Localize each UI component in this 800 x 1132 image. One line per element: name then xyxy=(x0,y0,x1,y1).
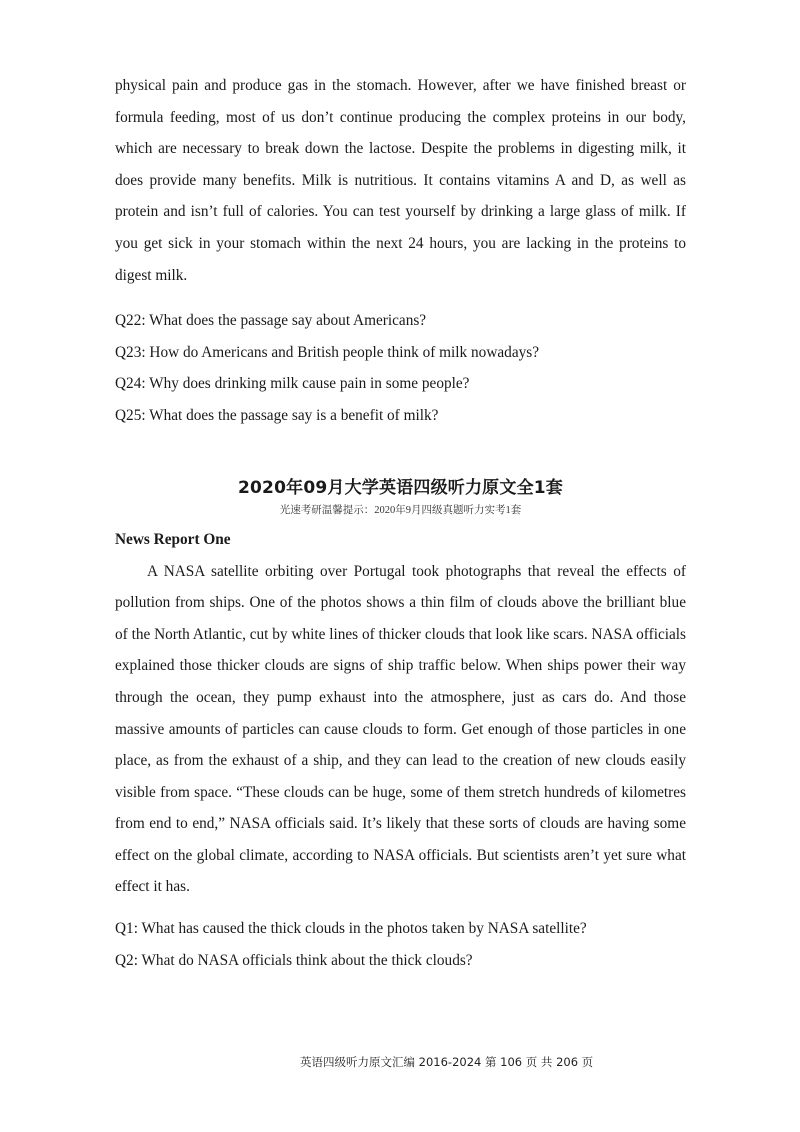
question-list-part2 xyxy=(115,913,686,976)
section-tip: 光速考研温馨提示：2020年9月四级真题听力实考1套 xyxy=(279,504,522,516)
question-q24: Q24: Why does drinking milk cause pain in some people? xyxy=(115,375,470,393)
question-q22: Q22: What does the passage say about Americans? xyxy=(115,312,427,330)
news-report-title: News Report One xyxy=(115,530,231,548)
document-page xyxy=(115,70,686,976)
question-q2: Q2: What do NASA officials think about the thick clouds? xyxy=(115,951,473,969)
question-q1: Q1: What has caused the thick clouds in the photos taken by NASA satellite? xyxy=(115,920,587,938)
question-list-part1 xyxy=(115,305,686,431)
question-q23: Q23: How do Americans and British people think of milk nowadays? xyxy=(115,343,539,361)
section-title: 2020年09月大学英语四级听力原文全1套 xyxy=(238,477,563,498)
news-report-paragraph: A NASA satellite orbiting over Portugal took photographs that reveal the effects of pollution from ships. One of the photos shows a thin film of clouds above the brilliant blue of the North Atlantic, cut by white lines of thicker clouds that look like scars. NASA officials explained those thicker clouds are signs of ship traffic below. When ships power their way through the ocean, they pump exhaust into the atmosphere, just as cars do. And those massive amounts of particles can cause clouds to form. Get enough of those particles in one place, as from the exhaust of a ship, and they can lead to the creation of new clouds easily visible from space. “These clouds can be huge, some of them stretch hundreds of kilometres from end to end,” NASA officials said. It’s likely that these sorts of clouds are having some effect on the global climate, according to NASA officials. But scientists aren’t yet sure what effect it has. xyxy=(115,562,686,896)
passage-paragraph: physical pain and produce gas in the stomach. However, after we have finished breast or formula feeding, most of us don’t continue producing the complex proteins in our body, which are necessary to break down the lactose. Despite the problems in digesting milk, it does provide many benefits. Milk is nutritious. It contains vitamins A and D, as well as protein and isn’t full of calories. You can test yourself by drinking a large glass of milk. If you get sick in your stomach within the next 24 hours, you are lacking in the proteins to digest milk. xyxy=(115,77,686,284)
page-footer: 英语四级听力原文汇编 2016-2024 第 106 页 共 206 页 xyxy=(300,1055,594,1069)
question-q25: Q25: What does the passage say is a benefit of milk? xyxy=(115,406,439,424)
